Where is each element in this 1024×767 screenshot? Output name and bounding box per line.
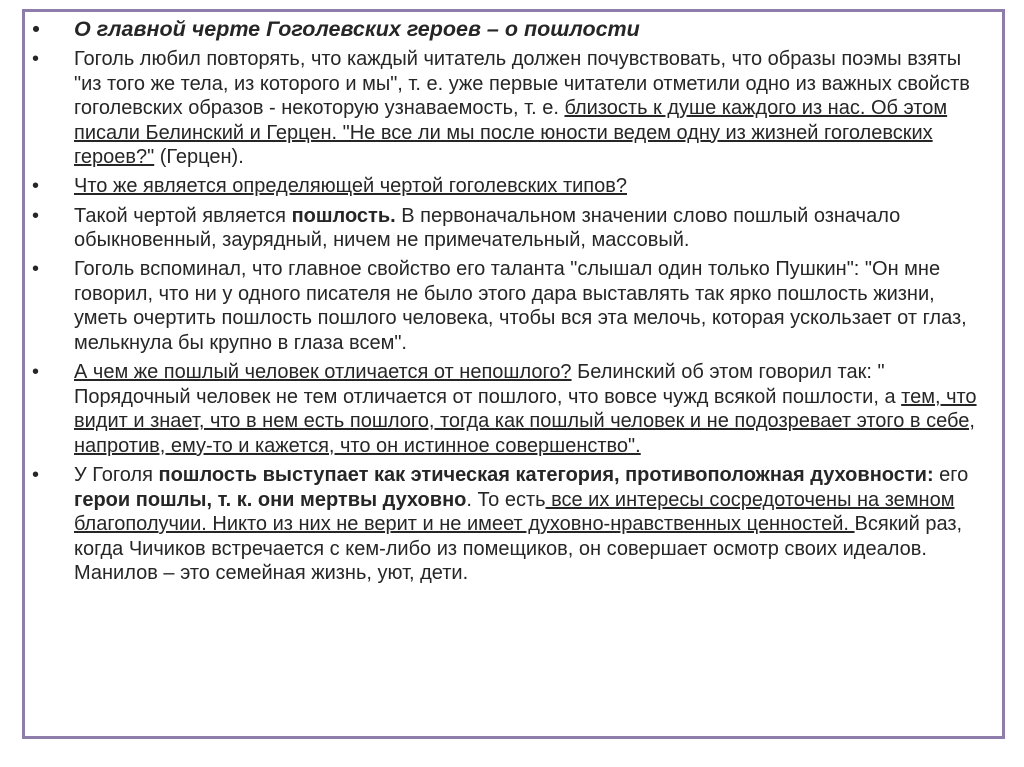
- slide-content: [28, 16, 978, 590]
- bullet-gogol-quote: [28, 47, 978, 170]
- bullet-heading: [28, 16, 978, 42]
- underlined-text: тем, что видит и знает, что в нем есть пошлого, тогда как пошлый человек и не подозревает этого в себе, напротив, ему-то и кажется, что он истинное совершенство".: [74, 385, 977, 457]
- bullet-text: его: [933, 464, 969, 486]
- bullet-belinsky: [28, 360, 978, 458]
- heading-text: О главной черте Гоголевских героев – о пошлости: [74, 17, 640, 41]
- underlined-text: близость к душе каждого из нас. Об этом писали Белинский и Герцен. "Не все ли мы после юности ведем одну из жизней гоголевских героев?": [74, 97, 948, 169]
- bullet-mark: •: [32, 175, 40, 198]
- bullet-mark: •: [32, 464, 40, 486]
- bullet-mark: •: [32, 258, 40, 281]
- bullet-text: В первоначальном значении слово пошлый означало обыкновенный, заурядный, ничем не примечательный, массовый.: [74, 204, 901, 252]
- bold-text: пошлость выступает как этическая категория, противоположная духовности:: [158, 464, 934, 486]
- bullet-text: У Гоголя: [74, 464, 159, 486]
- bold-text: герои пошлы, т. к. они мертвы духовно: [74, 488, 467, 511]
- bullet-text: (Герцен).: [154, 146, 244, 169]
- bullet-mark: •: [32, 17, 40, 41]
- bullet-text: Гоголь вспоминал, что главное свойство его таланта "слышал один только Пушкин": "Он мне говорил, что ни у одного писателя не было этого дара выставлять так ярко пошлость жизни, уметь очертить пошлость пошлого человека, чтобы вся эта мелочь, которая ускользает от глаз, мелькнула бы крупно в глаза всем".: [74, 258, 967, 355]
- bullet-text: Белинский об этом говорил так: " Порядочный человек не тем отличается от пошлого, что вовсе чужд всякой пошлости, а: [74, 361, 902, 408]
- bullet-mark: •: [32, 361, 40, 384]
- bullet-question: [28, 174, 978, 199]
- bullet-text: Такой чертой является: [74, 204, 292, 227]
- bullet-pushkin: [28, 257, 978, 355]
- bullet-text: Гоголь любил повторять, что каждый читатель должен почувствовать, что образы поэмы взяты "из того же тела, из которого и мы", т. е. уже первые читатели отметили одно из важных свойств гоголевских образов - некоторую узнаваемость, т. е.: [74, 48, 970, 120]
- bullet-definition: [28, 204, 978, 253]
- bullet-ethics: [28, 463, 978, 586]
- bullet-mark: •: [32, 48, 40, 70]
- underlined-text: все их интересы сосредоточены на земном благополучии. Никто из них не верит и не имеет духовно-нравственных ценностей.: [74, 488, 955, 536]
- bullet-text: Всякий раз, когда Чичиков встречается с кем-либо из помещиков, он совершает осмотр своих идеалов. Манилов – это семейная жизнь, уют, дети.: [74, 513, 963, 585]
- bullet-text: . То есть: [466, 488, 546, 511]
- underlined-text: А чем же пошлый человек отличается от непошлого?: [74, 361, 572, 384]
- bold-text: пошлость.: [291, 204, 396, 227]
- bullet-mark: •: [32, 204, 40, 227]
- underlined-text: Что же является определяющей чертой гоголевских типов?: [74, 175, 627, 198]
